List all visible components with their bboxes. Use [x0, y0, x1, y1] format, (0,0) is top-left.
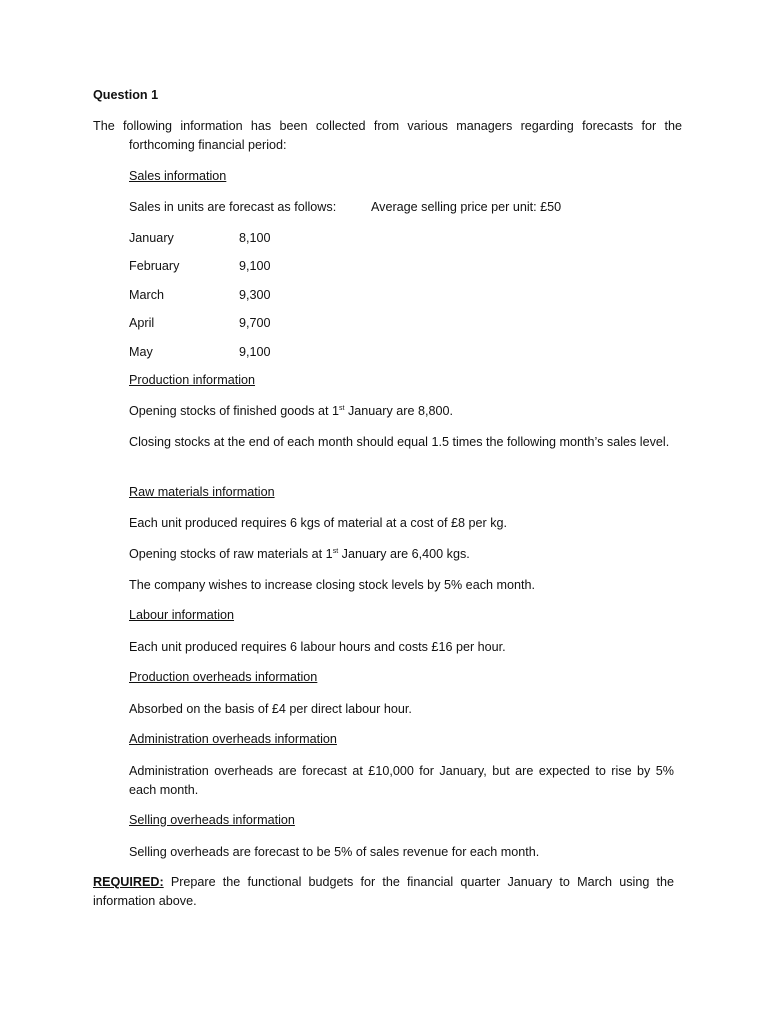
sales-month: March — [129, 288, 164, 302]
sales-units: 8,100 — [239, 231, 271, 245]
question-title: Question 1 — [93, 88, 159, 102]
selling-overheads-text: Selling overheads are forecast to be 5% of sales revenue for each month. — [129, 845, 540, 859]
production-opening-text-end: January are 8,800. — [344, 404, 454, 418]
sales-month: April — [129, 316, 155, 330]
intro-paragraph: The following information has been collected from various managers regarding forecasts for the forthcoming financial period: — [93, 119, 682, 152]
raw-materials-requirement: Each unit produced requires 6 kgs of material at a cost of £8 per kg. — [129, 516, 508, 530]
production-opening-text: Opening stocks of finished goods at 1 — [129, 404, 340, 418]
sales-month: February — [129, 259, 180, 273]
raw-materials-increase: The company wishes to increase closing stock levels by 5% each month. — [129, 578, 535, 592]
sales-units: 9,100 — [239, 259, 271, 273]
raw-materials-opening-text: Opening stocks of raw materials at 1 — [129, 547, 333, 561]
selling-price-label: Average selling price per unit: £50 — [371, 200, 562, 214]
production-heading: Production information — [129, 373, 256, 387]
production-overheads-heading: Production overheads information — [129, 670, 318, 684]
labour-text: Each unit produced requires 6 labour hours and costs £16 per hour. — [129, 640, 506, 654]
required-text: Prepare the functional budgets for the financial quarter January to March using the information above. — [93, 875, 674, 908]
sales-month: May — [129, 345, 153, 359]
selling-overheads-heading: Selling overheads information — [129, 813, 295, 827]
ordinal-suffix: st — [339, 405, 345, 412]
admin-overheads-text: Administration overheads are forecast at £10,000 for January, but are expected to rise by 5% each month. — [129, 764, 674, 797]
labour-heading: Labour information — [129, 608, 235, 622]
sales-units-label: Sales in units are forecast as follows: — [129, 200, 337, 214]
production-opening-stock — [129, 402, 453, 421]
raw-materials-opening-stock — [129, 545, 470, 564]
admin-overheads-heading: Administration overheads information — [129, 732, 337, 746]
ordinal-suffix: st — [332, 548, 339, 555]
sales-month: January — [129, 231, 174, 245]
sales-units: 9,300 — [239, 288, 271, 302]
required-label: REQUIRED: — [93, 875, 164, 889]
sales-units: 9,100 — [239, 345, 271, 359]
sales-heading: Sales information — [129, 169, 227, 183]
sales-units: 9,700 — [239, 316, 271, 330]
required-paragraph — [93, 873, 674, 911]
raw-materials-heading: Raw materials information — [129, 485, 275, 499]
production-overheads-text: Absorbed on the basis of £4 per direct labour hour. — [129, 702, 412, 716]
production-closing-stock: Closing stocks at the end of each month should equal 1.5 times the following month’s sales level. — [129, 435, 670, 449]
raw-materials-opening-text-end: January are 6,400 kgs. — [338, 547, 470, 561]
